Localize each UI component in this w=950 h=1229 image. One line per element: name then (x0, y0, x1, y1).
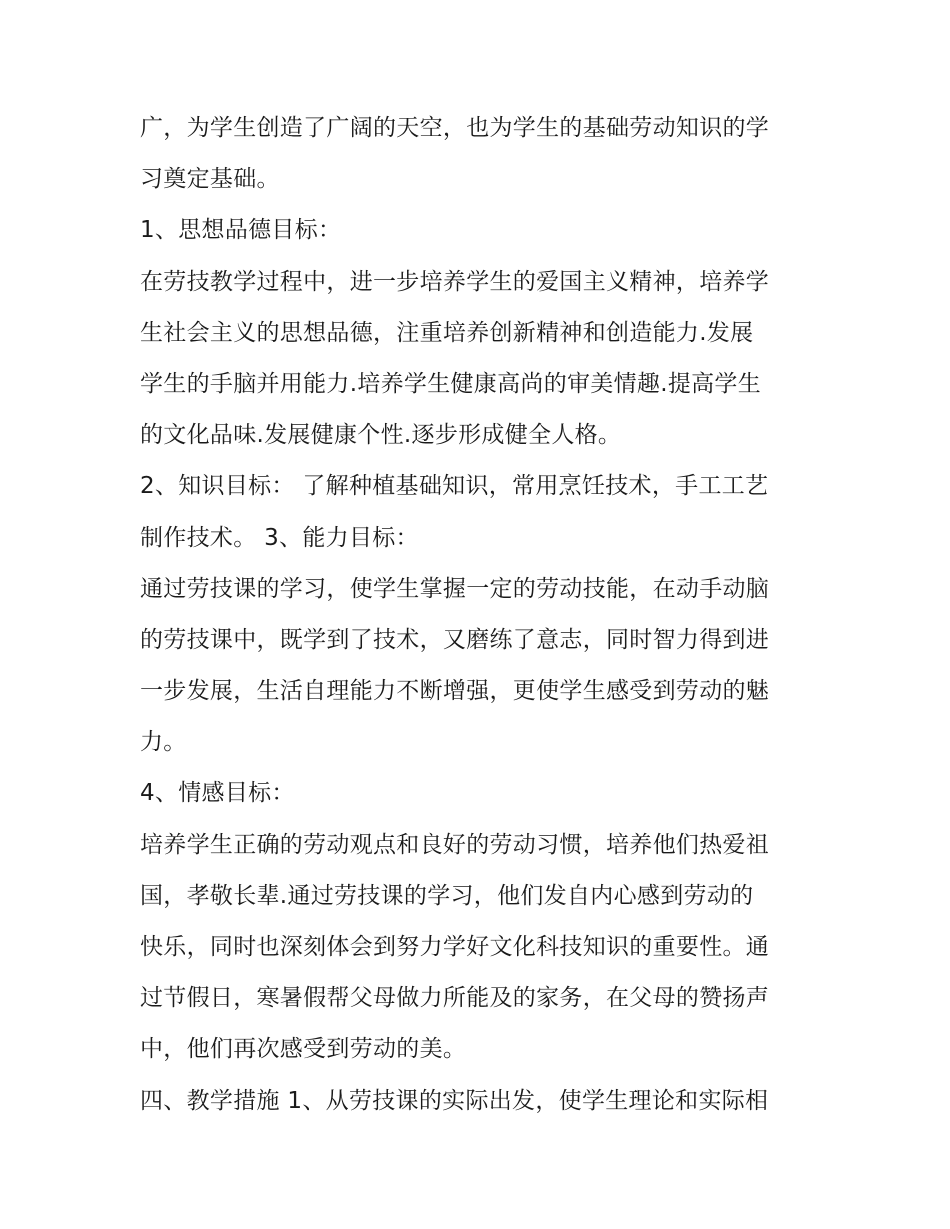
text-line: 广，为学生创造了广阔的天空，也为学生的基础劳动知识的学 (140, 115, 770, 141)
text-line: 制作技术。 3、能力目标： (140, 524, 419, 551)
text-line: 通过劳技课的学习，使学生掌握一定的劳动技能，在动手动脑 (140, 575, 770, 602)
text-line: 培养学生正确的劳动观点和良好的劳动习惯，培养他们热爱祖 (140, 831, 770, 858)
text-line: 过节假日，寒暑假帮父母做力所能及的家务，在父母的赞扬声 (140, 985, 770, 1012)
text-line: 的文化品味.发展健康个性.逐步形成健全人格。 (140, 422, 622, 449)
text-line: 学生的手脑并用能力.培养学生健康高尚的审美情趣.提高学生 (140, 370, 762, 397)
section-heading: 4、情感目标： (140, 780, 295, 807)
text-line: 国，孝敬长辈.通过劳技课的学习，他们发自内心感到劳动的 (140, 882, 754, 909)
text-line: 习奠定基础。 (140, 166, 280, 193)
section-heading: 2、知识目标： 了解种植基础知识，常用烹饪技术，手工工艺 (140, 473, 769, 500)
section-heading: 1、思想品德目标： (140, 217, 342, 244)
text-line: 的劳技课中，既学到了技术，又磨练了意志，同时智力得到进 (140, 626, 770, 653)
text-line: 一步发展，生活自理能力不断增强，更使学生感受到劳动的魅 (140, 678, 770, 705)
text-line: 力。 (140, 729, 187, 756)
text-line: 生社会主义的思想品德，注重培养创新精神和创造能力.发展 (140, 319, 754, 346)
section-heading: 四、教学措施 1、从劳技课的实际出发，使学生理论和实际相 (140, 1087, 769, 1114)
text-line: 中，他们再次感受到劳动的美。 (140, 1036, 467, 1063)
text-line: 在劳技教学过程中，进一步培养学生的爱国主义精神，培养学 (140, 268, 770, 295)
document-body (140, 103, 820, 1127)
text-line: 快乐，同时也深刻体会到努力学好文化科技知识的重要性。通 (140, 934, 770, 960)
